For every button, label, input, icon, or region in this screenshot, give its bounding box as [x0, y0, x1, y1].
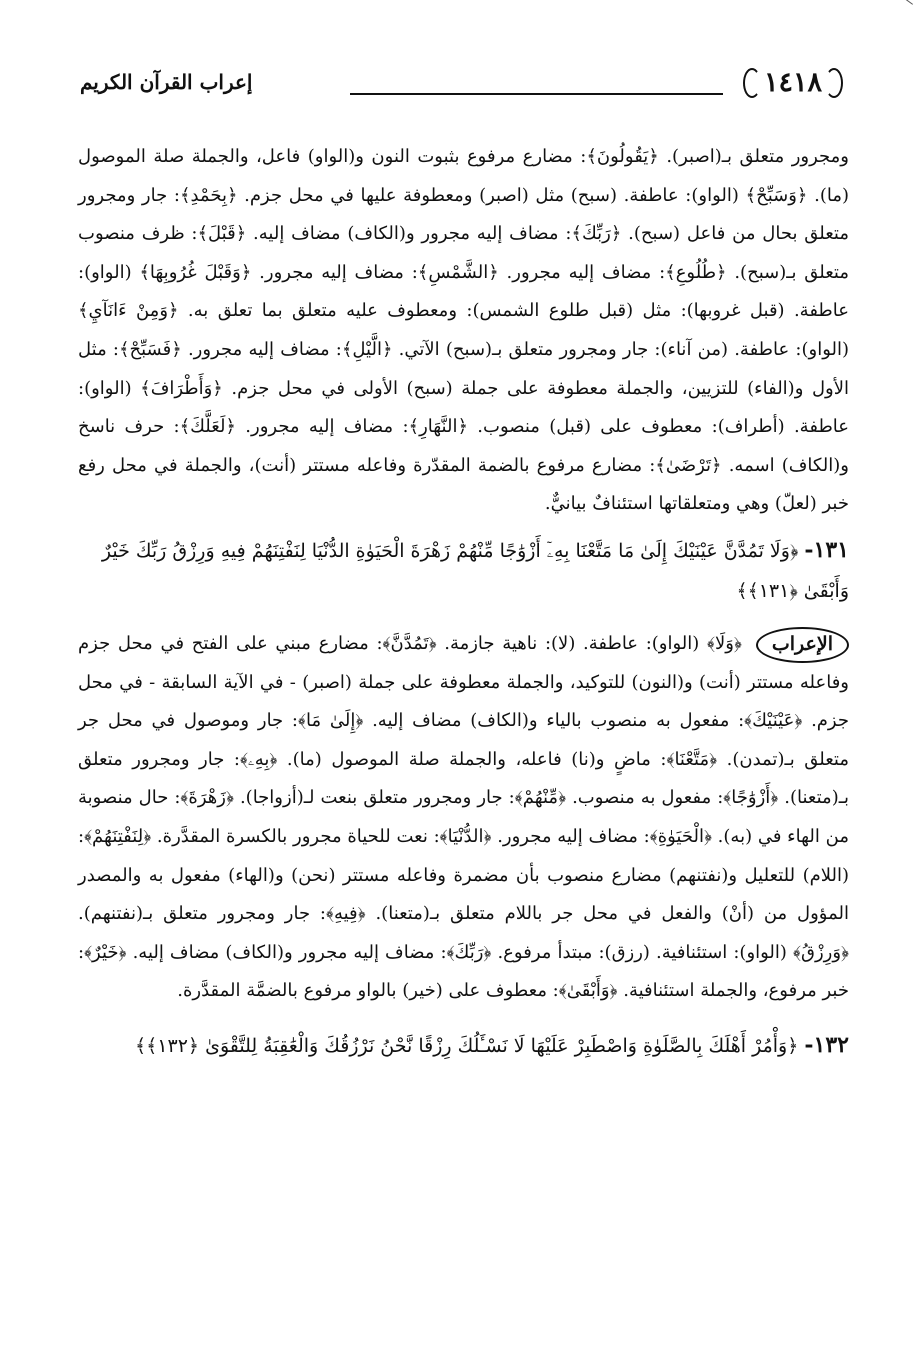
- page-body: [78, 138, 849, 1080]
- page-header: [80, 62, 841, 110]
- header-rule: [350, 93, 723, 95]
- verse-number-132: ١٣٢-: [804, 1031, 849, 1058]
- verse-text-131: ﴿وَلَا تَمُدَّنَّ عَيْنَيْكَ إِلَىٰ مَا مَتَّعْنَا بِهِۦٓ أَزْوَٰجًا مِّنْهُمْ زَهْرَةَ الْحَيَوٰةِ الدُّنْيَا لِنَفْتِنَهُمْ فِيهِ وَرِزْقُ رَبِّكَ خَيْرٌ وَأَبْقَىٰ ﴿١٣١﴾﴾: [101, 539, 849, 602]
- book-title: إعراب القرآن الكريم: [80, 70, 253, 94]
- corner-mark: [838, 0, 913, 5]
- verse-132: [78, 1025, 849, 1066]
- verse-number-131: ١٣١-: [804, 536, 849, 563]
- page-number: ١٤١٨: [745, 62, 841, 102]
- verse-131: [78, 530, 849, 611]
- irab-badge: الإعراب: [756, 627, 849, 663]
- verse-text-132: ﴿وَأْمُرْ أَهْلَكَ بِالصَّلَوٰةِ وَاصْطَبِرْ عَلَيْهَا لَا نَسْـَٔلُكَ رِزْقًا نَّحْنُ نَرْزُقُكَ وَالْعَٰقِبَةُ لِلتَّقْوَىٰ ﴿١٣٢﴾﴾: [135, 1034, 799, 1057]
- paragraph-130-irab: ومجرور متعلق بـ(اصبر). ﴿يَقُولُونَ﴾: مضارع مرفوع بثبوت النون و(الواو) فاعل، والجملة صلة الموصول (ما). ﴿وَسَبِّحْ﴾ (الواو): عاطفة. (سبح) مثل (اصبر) ومعطوفة عليها في محل جزم. ﴿بِحَمْدِ﴾: جار ومجرور متعلق بحال من فاعل (سبح). ﴿رَبِّكَ﴾: مضاف إليه مجرور و(الكاف) مضاف إليه. ﴿قَبْلَ﴾: ظرف منصوب متعلق بـ(سبح). ﴿طُلُوعِ﴾: مضاف إليه مجرور. ﴿الشَّمْسِ﴾: مضاف إليه مجرور. ﴿وَقَبْلَ غُرُوبِهَا﴾ (الواو): عاطفة. (قبل غروبها): مثل (قبل طلوع الشمس): ومعطوف عليه متعلق بما تعلق به. ﴿وَمِنْ ءَانَآيِ﴾ (الواو): عاطفة. (من آناء): جار ومجرور متعلق بـ(سبح) الآتي. ﴿الَّيْلِ﴾: مضاف إليه مجرور. ﴿فَسَبِّحْ﴾: مثل الأول و(الفاء) للتزيين، والجملة معطوفة على جملة (سبح) الأولى في محل جزم. ﴿وَأَطْرَافَ﴾ (الواو): عاطفة. (أطراف): معطوف على (قبل) منصوب. ﴿النَّهَارِ﴾: مضاف إليه مجرور. ﴿لَعَلَّكَ﴾: حرف ناسخ و(الكاف) اسمه. ﴿تَرْضَىٰ﴾: مضارع مرفوع بالضمة المقدّرة وفاعله مستتر (أنت)، والجملة في محل رفع خبر (لعلّ) وهي ومتعلقاتها استئنافٌ بيانيٌّ.: [78, 146, 849, 515]
- irab-text-131: ﴿وَلَا﴾ (الواو): عاطفة. (لا): ناهية جازمة. ﴿تَمُدَّنَّ﴾: مضارع مبني على الفتح في محل جزم وفاعله مستتر (أنت) و(النون) للتوكيد، والجملة معطوفة على جملة (اصبر) - في الآية السابقة - في محل جزم. ﴿عَيْنَيْكَ﴾: مفعول به منصوب بالياء و(الكاف) مضاف إليه. ﴿إِلَىٰ مَا﴾: جار وموصول في محل جر متعلق بـ(تمدن). ﴿مَتَّعْنَا﴾: ماضٍ و(نا) فاعله، والجملة صلة الموصول (ما). ﴿بِهِۦ﴾: جار ومجرور متعلق بـ(متعنا). ﴿أَزْوَٰجًا﴾: مفعول به منصوب. ﴿مِّنْهُمْ﴾: جار ومجرور متعلق بنعت لـ(أزواجا). ﴿زَهْرَةَ﴾: حال منصوبة من الهاء في (به). ﴿الْحَيَوٰةِ﴾: مضاف إليه مجرور. ﴿الدُّنْيَا﴾: نعت للحياة مجرور بالكسرة المقدَّرة. ﴿لِنَفْتِنَهُمْ﴾: (اللام) للتعليل و(نفتنهم) مضارع منصوب بأن مضمرة وفاعله مستتر (نحن) و(الهاء) مفعول به والمصدر المؤول من (أنْ) والفعل في محل جر باللام متعلق بـ(متعنا). ﴿فِيهِ﴾: جار ومجرور متعلق بـ(نفتنهم). ﴿وَرِزْقُ﴾ (الواو): استئنافية. (رزق): مبتدأ مرفوع. ﴿رَبِّكَ﴾: مضاف إليه مجرور و(الكاف) مضاف إليه. ﴿خَيْرٌ﴾: خبر مرفوع، والجملة استئنافية. ﴿وَأَبْقَىٰ﴾: معطوف على (خير) بالواو مرفوع بالضمَّة المقدَّرة.: [78, 632, 849, 1002]
- irab-section-131: [78, 625, 849, 1011]
